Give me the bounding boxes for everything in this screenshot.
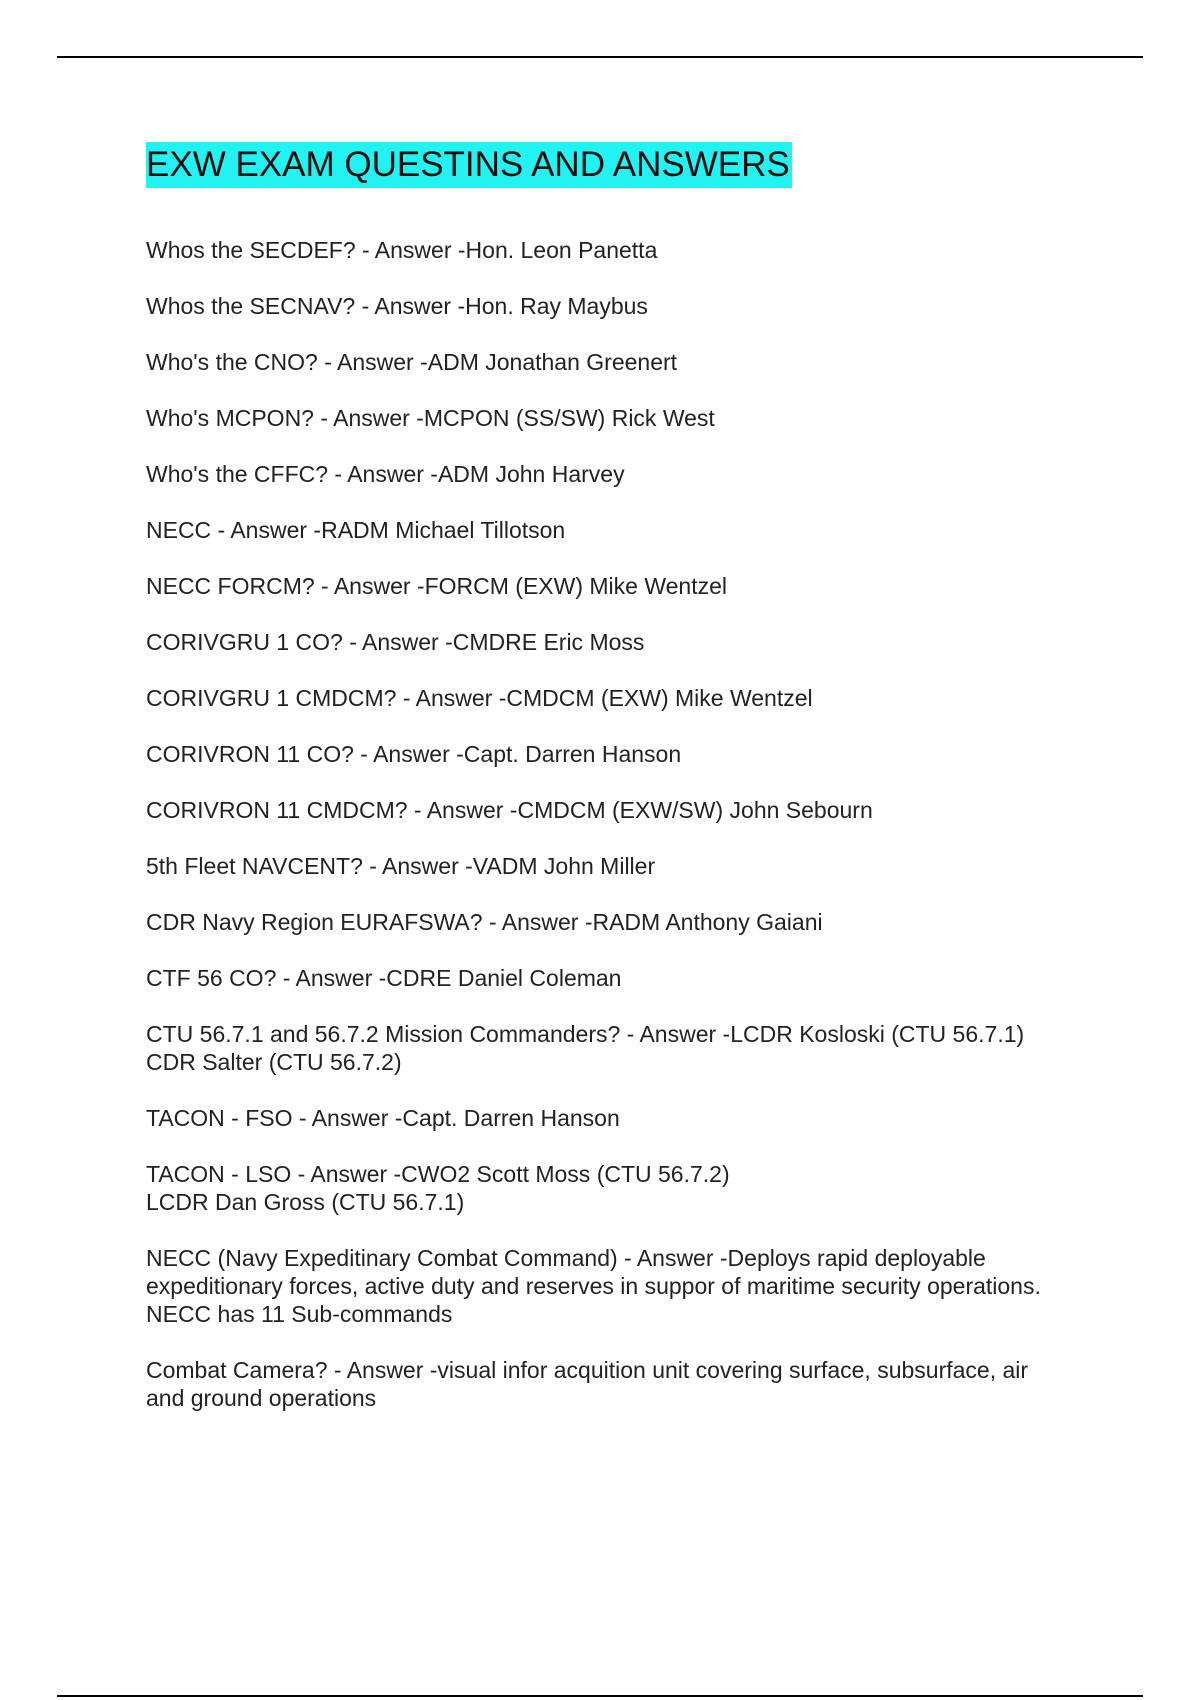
document-title: EXW EXAM QUESTINS AND ANSWERS bbox=[146, 142, 792, 188]
qa-item: 5th Fleet NAVCENT? - Answer -VADM John Miller bbox=[146, 853, 656, 879]
header-rule bbox=[57, 56, 1143, 58]
qa-item: CTU 56.7.1 and 56.7.2 Mission Commanders? - Answer -LCDR Kosloski (CTU 56.7.1) CDR Salter (CTU 56.7.2) bbox=[146, 1021, 1025, 1075]
qa-item: TACON - LSO - Answer -CWO2 Scott Moss (CTU 56.7.2) LCDR Dan Gross (CTU 56.7.1) bbox=[146, 1161, 730, 1215]
qa-item: Who's the CNO? - Answer -ADM Jonathan Greenert bbox=[146, 349, 678, 375]
qa-item: Whos the SECDEF? - Answer -Hon. Leon Panetta bbox=[146, 237, 658, 263]
qa-item: NECC - Answer -RADM Michael Tillotson bbox=[146, 517, 566, 543]
qa-item: NECC (Navy Expeditinary Combat Command) - Answer -Deploys rapid deployable expeditionary forces, active duty and reserves in suppor of maritime security operations. NECC has 11 Sub-commands bbox=[146, 1245, 1041, 1327]
qa-item: CDR Navy Region EURAFSWA? - Answer -RADM Anthony Gaiani bbox=[146, 909, 823, 935]
qa-item: CORIVRON 11 CO? - Answer -Capt. Darren Hanson bbox=[146, 741, 682, 767]
qa-item: Who's the CFFC? - Answer -ADM John Harvey bbox=[146, 461, 625, 487]
footer-rule bbox=[57, 1695, 1143, 1697]
qa-item: Who's MCPON? - Answer -MCPON (SS/SW) Rick West bbox=[146, 405, 715, 431]
qa-item: CORIVGRU 1 CMDCM? - Answer -CMDCM (EXW) Mike Wentzel bbox=[146, 685, 813, 711]
qa-item: TACON - FSO - Answer -Capt. Darren Hanson bbox=[146, 1105, 620, 1131]
qa-item: Combat Camera? - Answer -visual infor acquition unit covering surface, subsurface, air and ground operations bbox=[146, 1357, 1029, 1411]
qa-item: CTF 56 CO? - Answer -CDRE Daniel Coleman bbox=[146, 965, 622, 991]
qa-item: Whos the SECNAV? - Answer -Hon. Ray Maybus bbox=[146, 293, 648, 319]
qa-item: NECC FORCM? - Answer -FORCM (EXW) Mike Wentzel bbox=[146, 573, 728, 599]
qa-item: CORIVRON 11 CMDCM? - Answer -CMDCM (EXW/SW) John Sebourn bbox=[146, 797, 873, 823]
qa-list bbox=[146, 236, 1106, 1412]
document-body bbox=[146, 142, 1106, 1440]
qa-item: CORIVGRU 1 CO? - Answer -CMDRE Eric Moss bbox=[146, 629, 645, 655]
